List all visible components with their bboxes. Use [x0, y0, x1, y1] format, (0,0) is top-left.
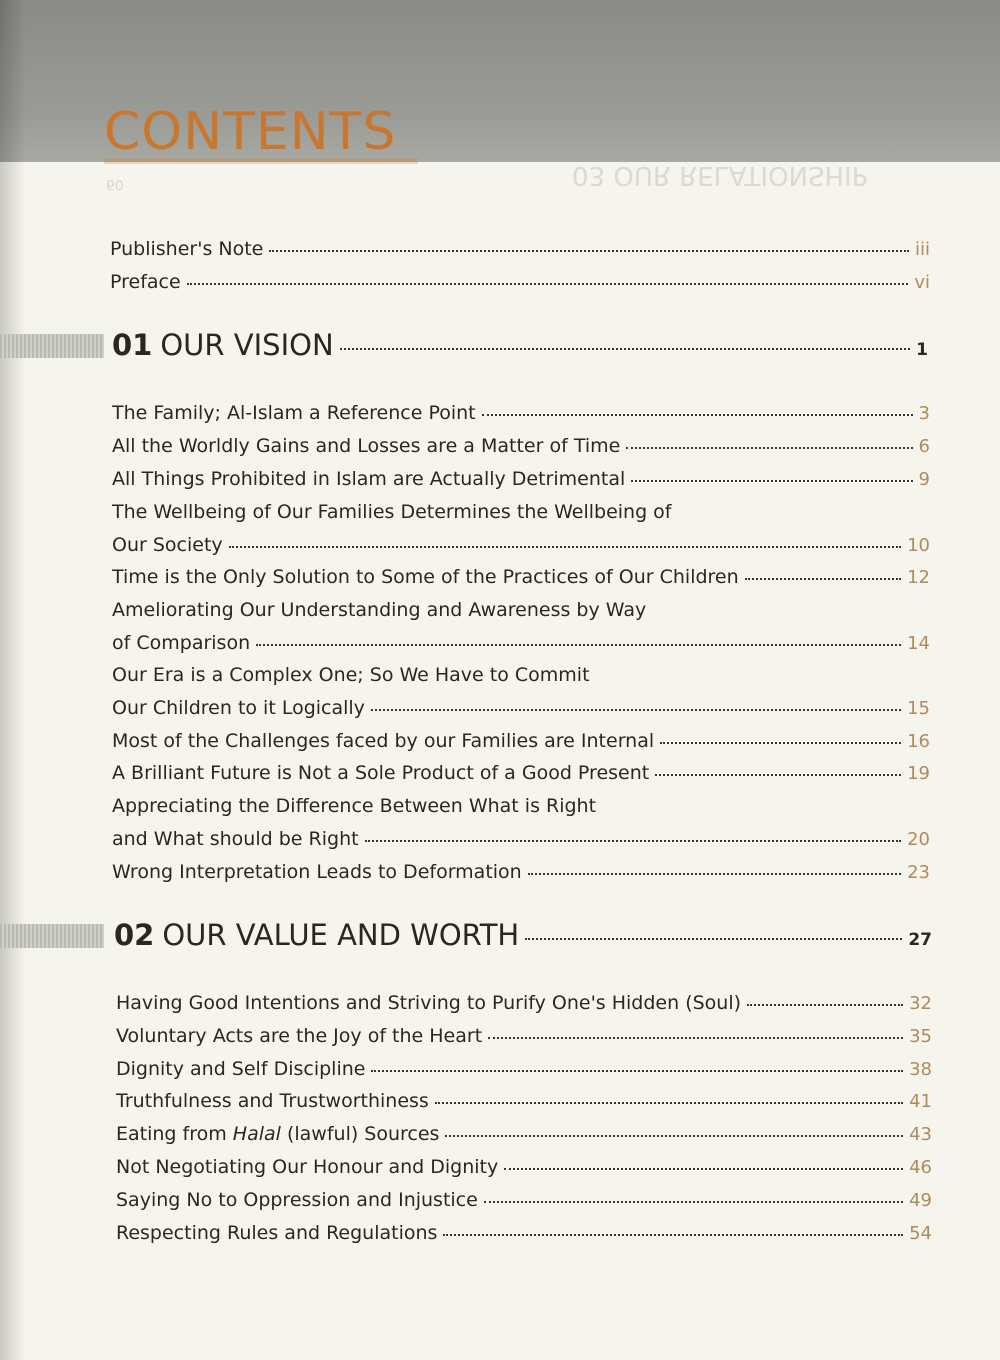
- bleed-through-page: 60: [106, 176, 124, 192]
- chapter-number: 02: [114, 918, 155, 952]
- toc-entry: [112, 437, 930, 456]
- leader-dots: [660, 740, 901, 744]
- toc-entry-label-suffix: (lawful) Sources: [280, 1123, 440, 1145]
- toc-entry: [116, 1191, 932, 1210]
- title-accent: [104, 158, 418, 164]
- leader-dots: [340, 346, 911, 350]
- toc-entry: [112, 568, 930, 587]
- toc-entry-line1: Appreciating the Difference Between What is Right: [112, 795, 597, 817]
- toc-entry-page: 10: [907, 535, 930, 556]
- toc-entry-page: 14: [907, 633, 930, 654]
- toc-entry-line1: Ameliorating Our Understanding and Awareness by Way: [112, 599, 647, 621]
- toc-entry: [116, 1158, 932, 1177]
- chapter-heading: [112, 328, 928, 362]
- toc-entry-label: Our Society: [112, 534, 223, 556]
- leader-dots: [747, 1002, 903, 1006]
- toc-entry-label: The Family; Al-Islam a Reference Point: [112, 402, 476, 424]
- toc-entry-page: 54: [909, 1223, 932, 1244]
- toc-entry-line1: The Wellbeing of Our Families Determines the Wellbeing of: [112, 501, 672, 523]
- toc-entry: [116, 1224, 932, 1243]
- toc-entry-page: 19: [907, 763, 930, 784]
- leader-dots: [484, 1199, 903, 1203]
- leader-dots: [488, 1035, 903, 1039]
- toc-entry-label: All Things Prohibited in Islam are Actually Detrimental: [112, 468, 626, 490]
- toc-entry-page: vi: [914, 272, 930, 293]
- toc-entry-page: 20: [907, 829, 930, 850]
- toc-entry-page: 35: [909, 1026, 932, 1047]
- chapter-page: 27: [908, 930, 932, 950]
- toc-entry-label: of Comparison: [112, 632, 251, 654]
- toc-entry: [112, 536, 930, 555]
- toc-entry-label: [116, 1125, 439, 1144]
- toc-entry-page: 16: [907, 731, 930, 752]
- toc-entry-page: 43: [909, 1124, 932, 1145]
- toc-entry-label: Publisher's Note: [110, 238, 264, 260]
- toc-entry-page: 46: [909, 1157, 932, 1178]
- toc-entry-page: 32: [909, 993, 932, 1014]
- toc-entry-page: 23: [907, 862, 930, 883]
- toc-entry-label-prefix: Eating from: [116, 1123, 233, 1145]
- chapter-title: OUR VALUE AND WORTH: [162, 918, 520, 952]
- toc-entry-page: 38: [909, 1059, 932, 1080]
- toc-entry-label-italic: Halal: [232, 1123, 281, 1145]
- toc-entry-page: 15: [907, 698, 930, 719]
- toc-entry: [112, 470, 930, 489]
- toc-entry-label: Truthfulness and Trustworthiness: [116, 1090, 429, 1112]
- toc-entry-page: 41: [909, 1091, 932, 1112]
- toc-entry-label: A Brilliant Future is Not a Sole Product of a Good Present: [112, 762, 650, 784]
- chapter-heading: [114, 918, 932, 952]
- leader-dots: [482, 412, 913, 416]
- leader-dots: [443, 1232, 903, 1236]
- toc-entry: [112, 830, 930, 849]
- toc-entry: [112, 764, 930, 783]
- toc-entry-page: iii: [914, 239, 930, 260]
- leader-dots: [365, 838, 902, 842]
- toc-entry: [116, 1027, 932, 1046]
- toc-entry: [110, 240, 930, 259]
- chapter-page: 1: [916, 340, 928, 360]
- book-spine-shadow: [0, 0, 26, 1360]
- toc-entry-label: Saying No to Oppression and Injustice: [116, 1189, 478, 1211]
- leader-dots: [229, 544, 901, 548]
- leader-dots: [528, 871, 901, 875]
- toc-entry-page: 12: [907, 567, 930, 588]
- chapter-marker-bar: [0, 924, 104, 948]
- leader-dots: [626, 445, 912, 449]
- leader-dots: [256, 642, 901, 646]
- toc-entry: [116, 1060, 932, 1079]
- toc-entry-label: Our Children to it Logically: [112, 697, 365, 719]
- toc-entry-page: 9: [918, 469, 930, 490]
- toc-entry: [112, 863, 930, 882]
- leader-dots: [371, 1068, 903, 1072]
- leader-dots: [269, 248, 909, 252]
- leader-dots: [745, 576, 901, 580]
- leader-dots: [435, 1100, 903, 1104]
- toc-entry-label: Not Negotiating Our Honour and Dignity: [116, 1156, 499, 1178]
- toc-entry-page: 3: [918, 403, 930, 424]
- toc-entry-label: All the Worldly Gains and Losses are a Matter of Time: [112, 435, 621, 457]
- chapter-number: 01: [112, 328, 153, 362]
- leader-dots: [371, 707, 901, 711]
- toc-entry-label: Dignity and Self Discipline: [116, 1058, 366, 1080]
- leader-dots: [445, 1133, 903, 1137]
- page-title: CONTENTS: [104, 102, 397, 162]
- toc-entry: [116, 1125, 932, 1144]
- toc-entry-label: Voluntary Acts are the Joy of the Heart: [116, 1025, 483, 1047]
- toc-entry-page: 6: [918, 436, 930, 457]
- toc-entry: [112, 732, 930, 751]
- toc-entry-label: Having Good Intentions and Striving to Purify One's Hidden (Soul): [116, 992, 742, 1014]
- leader-dots: [504, 1166, 903, 1170]
- toc-entry: [112, 404, 930, 423]
- leader-dots: [631, 478, 912, 482]
- toc-entry-label: Most of the Challenges faced by our Families are Internal: [112, 730, 655, 752]
- toc-entry: [112, 699, 930, 718]
- leader-dots: [525, 936, 902, 940]
- toc-entry: [112, 634, 930, 653]
- toc-entry-label: Preface: [110, 271, 181, 293]
- toc-entry-label: Respecting Rules and Regulations: [116, 1222, 438, 1244]
- leader-dots: [655, 772, 901, 776]
- toc-entry: [116, 1092, 932, 1111]
- toc-entry-label: and What should be Right: [112, 828, 359, 850]
- toc-entry: [110, 273, 930, 292]
- toc-entry-label: Time is the Only Solution to Some of the Practices of Our Children: [112, 566, 739, 588]
- leader-dots: [187, 281, 909, 285]
- toc-entry-line1: Our Era is a Complex One; So We Have to Commit: [112, 664, 590, 686]
- toc-entry-page: 49: [909, 1190, 932, 1211]
- chapter-title: OUR VISION: [160, 328, 334, 362]
- chapter-marker-bar: [0, 334, 104, 358]
- toc-entry-label: Wrong Interpretation Leads to Deformation: [112, 861, 522, 883]
- bleed-through-heading: 03 OUR RELATIONSHIP: [572, 160, 868, 190]
- toc-entry: [116, 994, 932, 1013]
